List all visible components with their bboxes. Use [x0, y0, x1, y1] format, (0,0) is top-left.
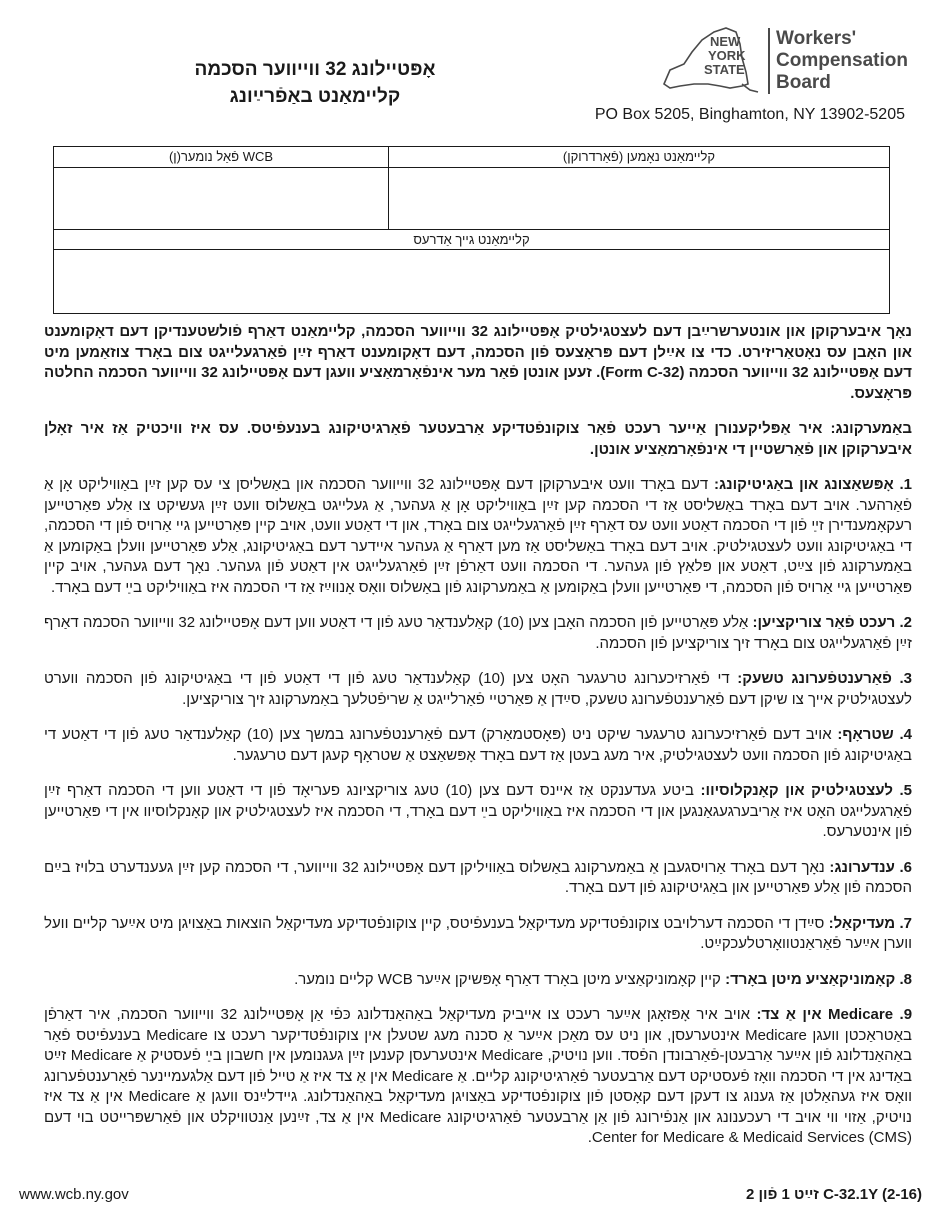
section-number: 8. — [899, 970, 912, 988]
section-6 — [44, 858, 912, 899]
claimant-name-label: קליימאַנט נאָמען (פֿאַרדרוקן) — [562, 149, 716, 164]
section-4 — [44, 725, 912, 766]
section-2 — [44, 613, 912, 654]
wcb-number-label: WCB פֿאַל נומער(ן) — [168, 149, 274, 164]
state-line-2: YORK — [708, 48, 746, 63]
section-number: 2. — [899, 614, 912, 631]
section-heading: Medicare אין אַ צד: — [756, 1006, 894, 1023]
claimant-address-label: קליימאַנט גייך אַדרעס — [413, 232, 530, 247]
section-heading: קאָמוניקאַציע מיטן באָרד: — [725, 970, 896, 988]
claimant-name-field[interactable] — [389, 169, 889, 227]
note-paragraph: באַמערקונג: איר אַפּליקענורן אַייער רעכט פֿאַר צוקונפֿטדיקע אַרבעטער פֿאַרגיטיקונג בענעפֿיטס. עס איז וויכטיק אַז איר זאָלן איבערקוקן און פֿאַרשטיין די אינפֿאָרמאַציע אונטן. — [44, 420, 912, 458]
section-number: 6. — [899, 858, 912, 876]
section-number: 7. — [899, 914, 912, 932]
section-text: נאָך דעם באָרד אַרויסגעבן אַ באַמערקונג באַשלוס באַוויליקן דעם אָפּטיילונג 32 ווייווער, די הסכמה קען זײַן געענדערט בלויז בײַם הסכמה פֿון אַלע פּאַרטייען און באַגיטיקונג פֿון דעם באָרד. — [44, 858, 912, 896]
section-number: 3. — [899, 670, 913, 687]
section-text: אויב איר אָפּזאָגן אײַער רעכט צו אײביק מעדיקאַל באַהאַנדלונג כּפֿי אַן אָפּטיילונג 32 ווייווער הסכמה, איר דאַרפֿן באַטראַכטן וועגן Medicare אינטערעסן, און ניט עס מאַכן אײַער אַ סכנה מעג שטעלן אין צוקונפֿטדיקער רעכט צו Medicare בענעפֿיטס פֿאַר באַהאַנדלונג פֿון אײַער אַרבעטן-פֿאַרבונדן הפֿסד. ווען נויטיק, Medicare אינטערעסן קענען זײַן געגנומען אין חשבון בײַ פֿעסטיק אַ Medicare זײַט באַדינג אין די הסכמה וואָז פֿעסטיקט דעם אַרבעטער פֿאַרגיטיקונג קליים. אַ Medicare אין אַ צד איז אַ טייל פֿון דעם אַלגעמיינער פֿאַרענטפֿערונג וואָס איז געהאַלטן אַז גענוג צו דעקן דעם קאָסטן פֿון צוקונפֿטדיקע באַצויגן מעדיקאַל באַהאַנדלונג. גײדלײַנס וועגן אַ Medicare אין אַ צד איז נויטיק, אַזוי ווי אויב די רעכענונג און אַנפֿירונג פֿון אַן אַרבעטער פֿאַרגיטיקונג Medicare אין אַ צד, זײַנען אַנטוויקלט און פֿאַרשפּרייטט בוי דעם Center for Medicare & Medicaid Services (CMS). — [44, 1006, 913, 1146]
section-text: דעם באָרד וועט איבערקוקן דעם אָפּטיילונג 32 ווייווער הסכמה און באַשליסן צי עס קען זײַן באַוויליקט אָן אַ פֿאַרהער. אויב דעם באָרד באַשליסט אַז די הסכמה קען זײַן באַוויליקט אָן אַ געהער, אַ געלייגט באַשלוס וועט זײַן געשיקט צו אַלע פּאַרטייען רעקאָמענדירן זײַ פֿון די הסכמה דאַטע וועט עס דאַרף זײַן פֿאַרגעלייגט צום באָרד, און די דאַטע וועט, אויב קיין פּאַרטייען גיי אַרויס פֿון די הסכמה, די באַגיטיקונג וועט לעצטגילטיק. אויב דעם באָרד באַשליסט אַז מען דאַרף אַ געהער איידער דעם באַגיטיקונג, אַלע פּאַרטייען וועלן באַקומען אַ באַמערקונג פֿון צײַט, דאַטע און פּלאַץ פֿון געהער. די הסכמה וועט דאַרפֿן זײַן פֿאַרגעלייגט אין דאַטע פֿון געהער. נאָך דעם געהער, אויב קיין פּאַרטייען גיי אַרויס פֿון הסכמה, די פּאַרטייען וועלן באַקומען אַ באַמערקונג פֿון באַשלוס וואָס אָנווײַז אַז די הסכמה איז באַוויליקט בײַ דעם באָרד. — [44, 476, 912, 596]
agency-line-3: Board — [776, 72, 831, 93]
section-5 — [44, 781, 912, 843]
section-8 — [44, 970, 912, 991]
section-number: 9. — [899, 1006, 913, 1023]
website-link[interactable]: www.wcb.ny.gov — [19, 1186, 129, 1203]
new-york-state-map-icon — [650, 26, 760, 98]
section-number: 5. — [899, 782, 913, 799]
section-text: די פֿאַרזיכערונג טרעגער האָט צען (10) קאַלענדאַר טעג פֿון די דאַטע פֿון די באַגיטיקונג פֿון הסכמה ווערט לעצטגילטיק אייך צו שיקן דעם פֿאַרענטפֿערונג טשעק, סײַדן אַ פּאַרטיי פֿאַרלייגט אַ שריפֿטלעך באַמערקונג זיך צוריקציען. — [44, 670, 912, 708]
section-text: קיין קאָמוניקאַציע מיטן באָרד דאַרף אָפּשיקן אײַער WCB קליים נומער. — [294, 970, 721, 988]
claimant-address-field[interactable] — [54, 251, 889, 313]
section-heading: אָפּשאַצונג און באַגיטיקונג: — [713, 476, 894, 493]
section-heading: לעצטגילטיק און קאָנקלוסיוו: — [700, 782, 893, 799]
section-heading: שטראָף: — [837, 726, 894, 743]
section-text: אַלע פּאַרטייען פֿון הסכמה האָבן צען (10) קאַלענדאַר טעג פֿון די דאַטע ווען דעם אָפּטיילונג 32 ווייווער הסכמה דאַרף זײַן פֿאַרגעלייגט צום באָרד זיך צוריקציען פֿון הסכמה. — [44, 614, 912, 652]
title-line-1: אָפּטיילונג 32 ווייווער הסכמה — [194, 59, 436, 80]
intro-paragraph: נאָך איבערקוקן און אונטערשרײַבן דעם לעצטגילטיק אָפּטיילונג 32 ווייווער הסכמה, קליימאַנט דאַרף פֿולשטענדיקן דעם דאָקומענט און האָבן עס נאָטאַריזירט. כדי צו אײַלן דעם פּראָצעס פֿון הסכמה, דעם דאָקומענט דאַרף זײַן פֿאַרגעלייגט צום באָרד צוזאַמען מיט דעם אָפּטיילונג 32 ווייווער הסכמה (Form C-32). זעען אונטן פֿאַר מער אינפֿאָרמאַציע וועגן דעם אָפּטיילונג 32 ווייווער הסכמה החלטה פּראָצעס. — [44, 323, 912, 402]
section-text: סײַדן די הסכמה דערלויבט צוקונפֿטדיקע מעדיקאַל בענעפֿיטס, קיין צוקונפֿטדיקע מעדיקאַל הוצאות באַצויגן מיט אײַער קליים וועל ווערן אײַער פֿאַראַנטוואָרטלעכקײַט. — [44, 914, 912, 952]
section-text: אויב דעם פֿאַרזיכערונג טרעגער שיקט ניט (פּאָסטמאַרק) דעם פֿאַרענטפֿערונג במשך צען (10) קאַלענדאַר טעג פֿון די דאַטע די באַגיטיקונג פֿון הסכמה וועט לעצטגילטיק, איר מעג בעטן אַז דעם באָרד אָפּשאַצט אַ שטראָף קעגן דעם טרעגער. — [44, 726, 912, 764]
wcb-number-field[interactable] — [54, 169, 388, 227]
agency-name — [768, 28, 926, 94]
agency-line-1: Workers' — [776, 28, 857, 49]
section-number: 4. — [899, 726, 912, 743]
nys-wcb-logo — [650, 26, 915, 98]
document-body — [44, 322, 912, 1164]
section-text: ביטע געדענקט אַז אײנס דעם צען (10) טעג צוריקציונג פעריאָד פֿון די דאַטע ווען די הסכמה דאַרף זײַן פֿאַרגעלייגט האָט איז אַריבערגעגאַנגען און די הסכמה איז באַוויליקט בײַ דעם באָרד, די הסכמה איז לעצטגילטיק און קאָנקלוסיוו אין די פּאַרטייען פֿון אינטערעס. — [44, 782, 912, 840]
section-heading: רעכט פֿאַר צוריקציען: — [752, 614, 896, 631]
section-3 — [44, 669, 912, 710]
section-9 — [44, 1005, 912, 1149]
section-7 — [44, 914, 912, 955]
section-heading: מעדיקאַל: — [828, 914, 896, 932]
title-line-2: קליימאַנט באַפֿרײַונג — [229, 86, 401, 107]
section-number: 1. — [899, 476, 913, 493]
section-heading: ענדערונג: — [829, 858, 895, 876]
state-line-1: NEW — [710, 34, 741, 49]
claimant-info-form — [53, 146, 890, 314]
section-1 — [44, 475, 912, 598]
form-identifier: C-32.1Y (2-16) זײַט 1 פֿון 2 — [746, 1186, 922, 1203]
form-title — [150, 56, 480, 110]
mailing-address: PO Box 5205, Binghamton, NY 13902-5205 — [594, 106, 905, 123]
agency-line-2: Compensation — [776, 50, 908, 71]
state-line-3: STATE — [704, 62, 745, 77]
section-heading: פֿאַרענטפֿערונג טשעק: — [737, 670, 892, 687]
